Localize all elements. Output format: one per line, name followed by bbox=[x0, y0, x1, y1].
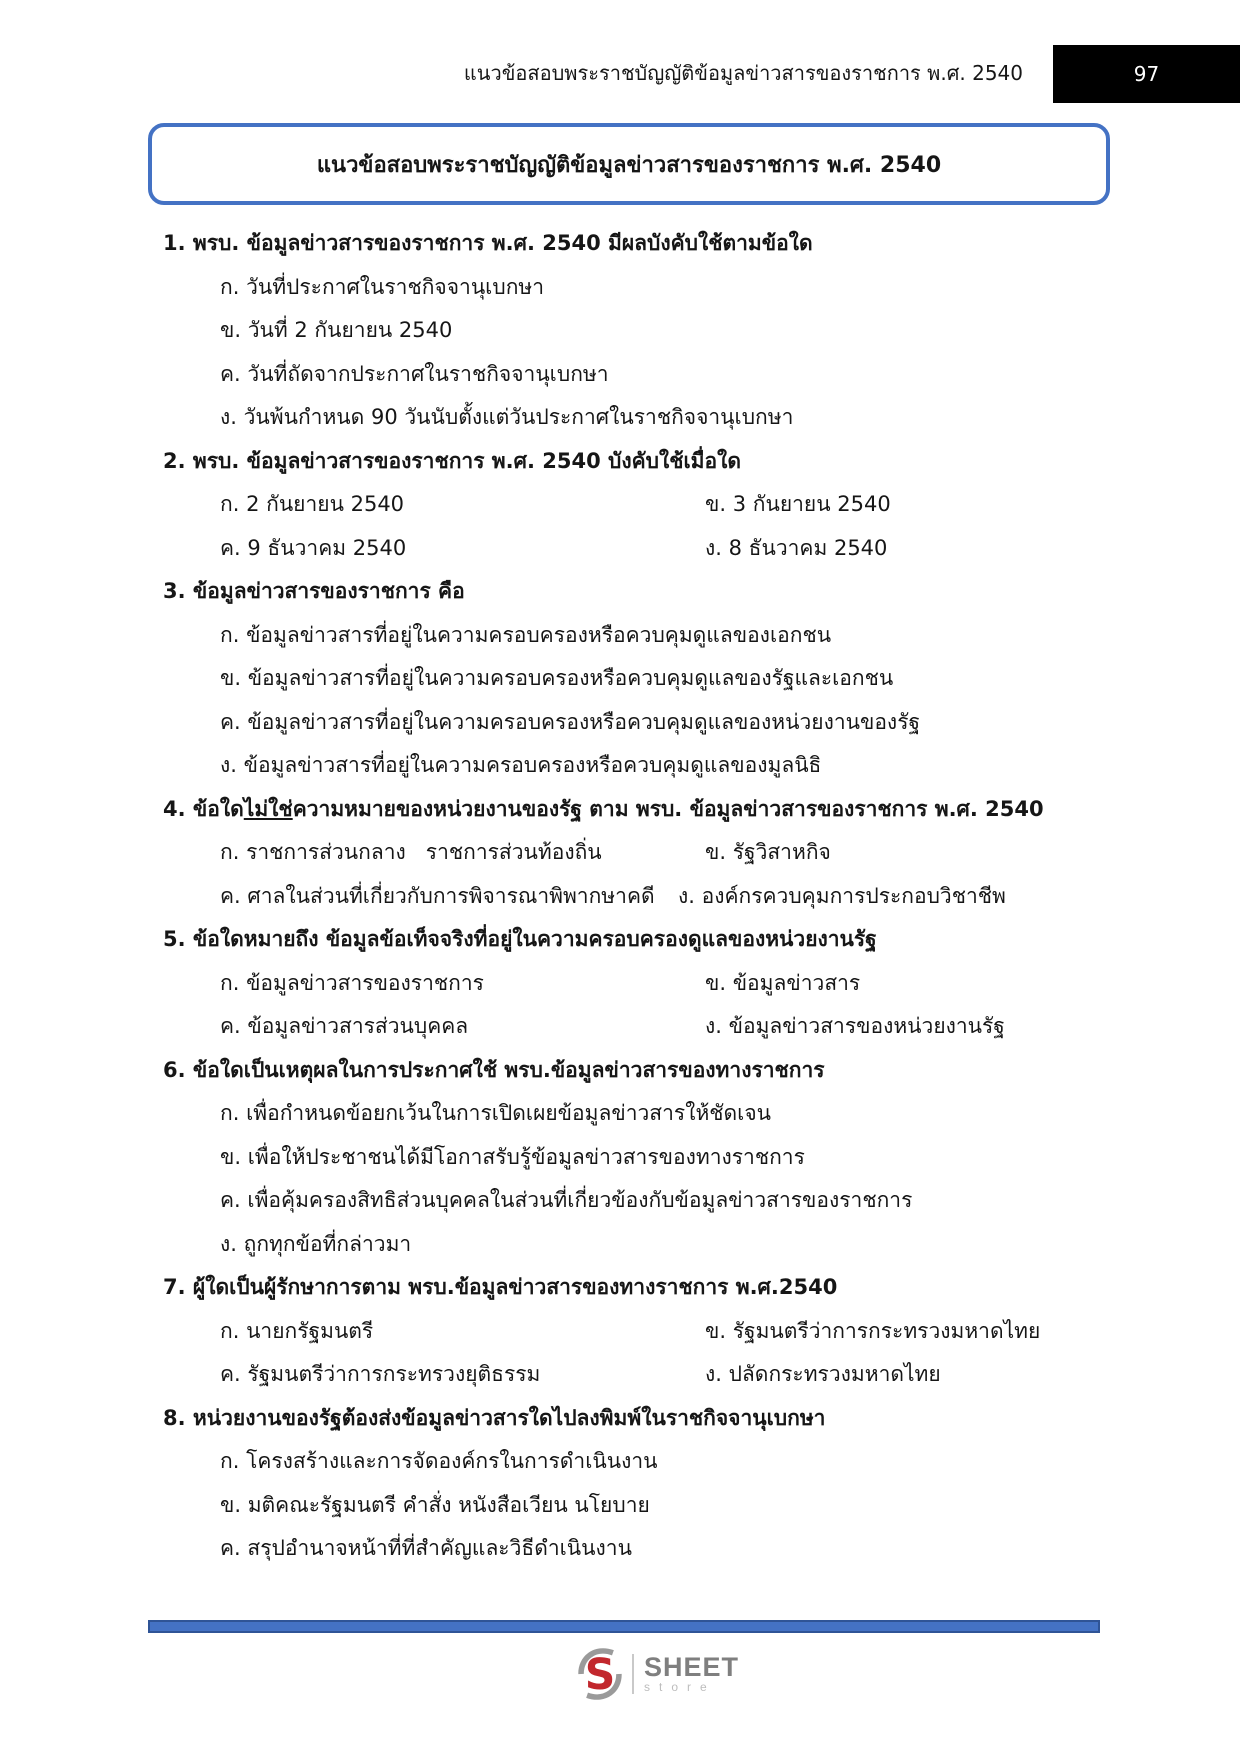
question-7-option-b: ข. รัฐมนตรีว่าการกระทรวงมหาดไทย bbox=[705, 1318, 1041, 1343]
question-4-option-c: ค. ศาลในส่วนที่เกี่ยวกับการพิจารณาพิพากษาคดี bbox=[220, 883, 655, 908]
question-2-option-b: ข. 3 กันยายน 2540 bbox=[705, 492, 891, 516]
question-number: 5. bbox=[163, 927, 186, 951]
question-text-underlined: ไม่ใช่ bbox=[243, 796, 293, 821]
question-number: 8. bbox=[163, 1405, 186, 1430]
exam-title-box bbox=[148, 123, 1110, 205]
question-number: 2. bbox=[163, 448, 186, 473]
question-5-option-c: ค. ข้อมูลข่าวสารส่วนบุคคล bbox=[220, 1014, 469, 1038]
question-3-option-a: ก. ข้อมูลข่าวสารที่อยู่ในความครอบครองหรือควบคุมดูแลของเอกชน bbox=[220, 622, 832, 647]
question-text: พรบ. ข้อมูลข่าวสารของราชการ พ.ศ. 2540 มีผลบังคับใช้ตามข้อใด bbox=[192, 231, 813, 255]
question-1 bbox=[163, 222, 1173, 266]
question-text: ข้อใดหมายถึง ข้อมูลข้อเท็จจริงที่อยู่ในความครอบครองดูแลของหน่วยงานรัฐ bbox=[192, 927, 877, 951]
question-8 bbox=[163, 1397, 1173, 1441]
running-header: แนวข้อสอบพระราชบัญญัติข้อมูลข่าวสารของราชการ พ.ศ. 2540 bbox=[463, 61, 1023, 85]
question-text: ข้อมูลข่าวสารของราชการ คือ bbox=[192, 579, 465, 603]
question-8-option-b: ข. มติคณะรัฐมนตรี คำสั่ง หนังสือเวียน นโยบาย bbox=[220, 1492, 650, 1517]
question-2-options-row-2 bbox=[163, 527, 1173, 571]
question-5-option-d: ง. ข้อมูลข่าวสารของหน่วยงานรัฐ bbox=[705, 1014, 1005, 1038]
question-2-options-row-1 bbox=[163, 483, 1173, 527]
brand-name: SHEET bbox=[644, 1651, 740, 1682]
question-text: ความหมายของหน่วยงานของรัฐ ตาม พรบ. ข้อมูลข่าวสารของราชการ พ.ศ. 2540 bbox=[292, 796, 1044, 821]
question-text: ข้อใดเป็นเหตุผลในการประกาศใช้ พรบ.ข้อมูลข่าวสารของทางราชการ bbox=[192, 1057, 825, 1082]
question-list bbox=[163, 222, 1173, 1571]
page-number-value: 97 bbox=[1133, 62, 1160, 86]
question-4-option-d: ง. องค์กรควบคุมการประกอบวิชาชีพ bbox=[678, 883, 1006, 908]
question-number: 6. bbox=[163, 1057, 186, 1082]
logo-text bbox=[644, 1651, 740, 1695]
question-4-options-row-2 bbox=[163, 875, 1173, 919]
question-2-option-a: ก. 2 กันยายน 2540 bbox=[220, 492, 405, 516]
question-7 bbox=[163, 1266, 1173, 1310]
question-6-option-d: ง. ถูกทุกข้อที่กล่าวมา bbox=[220, 1231, 412, 1256]
sheet-store-s-icon bbox=[576, 1648, 624, 1700]
question-text: ข้อใด bbox=[192, 796, 244, 821]
question-number: 3. bbox=[163, 579, 186, 603]
question-3-option-b: ข. ข้อมูลข่าวสารที่อยู่ในความครอบครองหรือควบคุมดูแลของรัฐและเอกชน bbox=[220, 666, 894, 690]
brand-subtitle: store bbox=[644, 1679, 716, 1694]
question-number: 7. bbox=[163, 1275, 186, 1299]
question-text: พรบ. ข้อมูลข่าวสารของราชการ พ.ศ. 2540 บังคับใช้เมื่อใด bbox=[192, 448, 741, 473]
question-3-option-d: ง. ข้อมูลข่าวสารที่อยู่ในความครอบครองหรือควบคุมดูแลของมูลนิธิ bbox=[220, 753, 822, 777]
question-6-option-b: ข. เพื่อให้ประชาชนได้มีโอกาสรับรู้ข้อมูลข่าวสารของทางราชการ bbox=[220, 1144, 805, 1169]
question-3-option-c: ค. ข้อมูลข่าวสารที่อยู่ในความครอบครองหรือควบคุมดูแลของหน่วยงานของรัฐ bbox=[220, 709, 921, 734]
question-7-options-row-1 bbox=[163, 1310, 1173, 1354]
question-4-option-b: ข. รัฐวิสาหกิจ bbox=[705, 840, 831, 864]
question-7-option-a: ก. นายกรัฐมนตรี bbox=[220, 1318, 374, 1343]
question-4 bbox=[163, 788, 1173, 832]
question-7-option-c: ค. รัฐมนตรีว่าการกระทรวงยุติธรรม bbox=[220, 1362, 541, 1386]
question-4-options-row-1 bbox=[163, 831, 1173, 875]
logo-divider bbox=[632, 1654, 634, 1694]
question-6 bbox=[163, 1049, 1173, 1093]
question-8-option-a: ก. โครงสร้างและการจัดองค์กรในการดำเนินงาน bbox=[220, 1449, 658, 1473]
exam-title: แนวข้อสอบพระราชบัญญัติข้อมูลข่าวสารของราชการ พ.ศ. 2540 bbox=[316, 152, 942, 178]
question-1-option-a: ก. วันที่ประกาศในราชกิจจานุเบกษา bbox=[220, 274, 545, 299]
question-5 bbox=[163, 918, 1173, 962]
question-text: ผู้ใดเป็นผู้รักษาการตาม พรบ.ข้อมูลข่าวสารของทางราชการ พ.ศ.2540 bbox=[192, 1275, 838, 1299]
question-2 bbox=[163, 440, 1173, 484]
question-1-option-b: ข. วันที่ 2 กันยายน 2540 bbox=[220, 318, 453, 342]
question-5-option-a: ก. ข้อมูลข่าวสารของราชการ bbox=[220, 970, 484, 995]
question-number: 4. bbox=[163, 796, 186, 821]
footer-divider-bar bbox=[148, 1620, 1100, 1633]
question-number: 1. bbox=[163, 231, 186, 255]
question-6-option-c: ค. เพื่อคุ้มครองสิทธิส่วนบุคคลในส่วนที่เกี่ยวข้องกับข้อมูลข่าวสารของราชการ bbox=[220, 1188, 913, 1212]
question-4-option-a: ก. ราชการส่วนกลาง ราชการส่วนท้องถิ่น bbox=[220, 840, 602, 864]
question-1-option-d: ง. วันพ้นกำหนด 90 วันนับตั้งแต่วันประกาศในราชกิจจานุเบกษา bbox=[220, 405, 794, 429]
question-6-option-a: ก. เพื่อกำหนดข้อยกเว้นในการเปิดเผยข้อมูลข่าวสารให้ชัดเจน bbox=[220, 1101, 772, 1125]
question-7-option-d: ง. ปลัดกระทรวงมหาดไทย bbox=[705, 1362, 941, 1386]
question-8-option-c: ค. สรุปอำนาจหน้าที่ที่สำคัญและวิธีดำเนินงาน bbox=[220, 1536, 632, 1560]
question-5-options-row-2 bbox=[163, 1005, 1173, 1049]
question-2-option-c: ค. 9 ธันวาคม 2540 bbox=[220, 535, 407, 560]
question-5-options-row-1 bbox=[163, 962, 1173, 1006]
question-3 bbox=[163, 570, 1173, 614]
svg-text:S: S bbox=[584, 1650, 616, 1700]
page-number bbox=[1053, 45, 1240, 103]
question-1-option-c: ค. วันที่ถัดจากประกาศในราชกิจจานุเบกษา bbox=[220, 361, 609, 386]
question-5-option-b: ข. ข้อมูลข่าวสาร bbox=[705, 970, 861, 995]
question-2-option-d: ง. 8 ธันวาคม 2540 bbox=[705, 535, 888, 560]
question-7-options-row-2 bbox=[163, 1353, 1173, 1397]
question-text: หน่วยงานของรัฐต้องส่งข้อมูลข่าวสารใดไปลงพิมพ์ในราชกิจจานุเบกษา bbox=[192, 1405, 826, 1430]
sheet-store-logo bbox=[576, 1648, 739, 1700]
